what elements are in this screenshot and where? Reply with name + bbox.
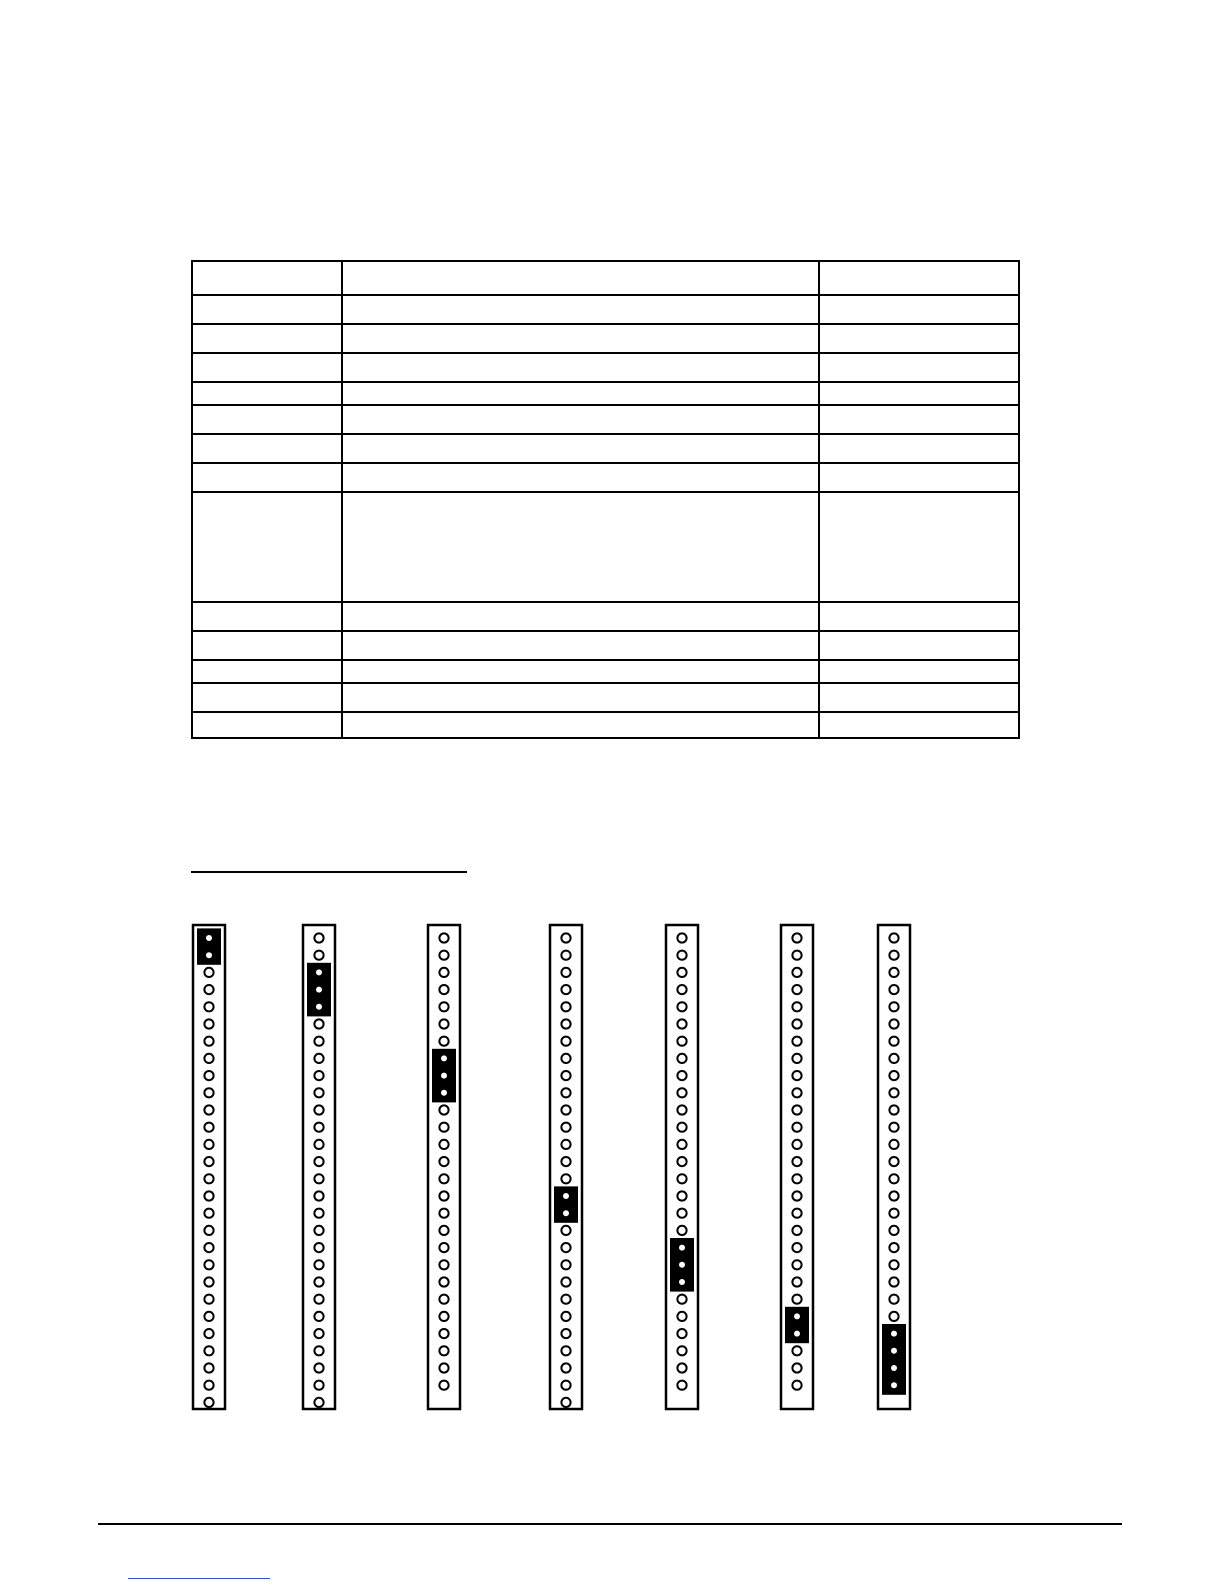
header-pin — [677, 1209, 686, 1218]
header-pin — [792, 1381, 801, 1390]
header-pin — [792, 933, 801, 942]
header-pin — [204, 1123, 213, 1132]
header-pin — [439, 1002, 448, 1011]
table-cell — [192, 295, 342, 324]
header-pin — [889, 1071, 898, 1080]
header-pin — [314, 1260, 323, 1269]
table-cell — [192, 382, 342, 405]
header-pin — [792, 1363, 801, 1372]
jumpered-pin — [316, 1004, 322, 1010]
header-pin — [204, 1226, 213, 1235]
table-row — [192, 382, 1019, 405]
table-cell — [342, 382, 819, 405]
jumper-strip-3 — [428, 925, 460, 1409]
table-cell — [819, 602, 1019, 631]
table-cell — [192, 353, 342, 382]
jumpered-pin — [679, 1279, 685, 1285]
table-cell — [819, 492, 1019, 602]
header-pin — [314, 1174, 323, 1183]
jumpered-pin — [679, 1245, 685, 1251]
header-pin — [889, 1037, 898, 1046]
header-pin — [889, 1209, 898, 1218]
table-cell — [342, 602, 819, 631]
header-pin — [677, 951, 686, 960]
jumpered-pin — [441, 1055, 447, 1061]
header-pin — [792, 1140, 801, 1149]
table-row — [192, 712, 1019, 738]
header-cell — [342, 261, 819, 295]
header-pin — [792, 1071, 801, 1080]
header-pin — [314, 1295, 323, 1304]
header-pin — [561, 1140, 570, 1149]
header-pin — [439, 1209, 448, 1218]
header-pin — [204, 1002, 213, 1011]
header-pin — [561, 1037, 570, 1046]
header-pin — [677, 1088, 686, 1097]
header-pin — [677, 933, 686, 942]
jumper-strip-1 — [193, 925, 225, 1409]
header-pin — [204, 985, 213, 994]
header-pin — [314, 1381, 323, 1390]
footer-rule — [98, 1523, 1122, 1525]
header-pin — [792, 1174, 801, 1183]
table-cell — [192, 405, 342, 434]
header-pin — [561, 1019, 570, 1028]
header-pin — [889, 985, 898, 994]
header-pin — [889, 1140, 898, 1149]
header-pin — [439, 1037, 448, 1046]
jumpered-pin — [794, 1313, 800, 1319]
header-pin — [561, 968, 570, 977]
header-pin — [677, 1105, 686, 1114]
table-row — [192, 631, 1019, 660]
header-pin — [439, 1312, 448, 1321]
header-pin — [439, 1363, 448, 1372]
table-row — [192, 434, 1019, 463]
header-pin — [889, 1174, 898, 1183]
table-cell — [819, 324, 1019, 353]
header-pin — [889, 1226, 898, 1235]
header-pin — [561, 1054, 570, 1063]
header-pin — [792, 1037, 801, 1046]
header-pin — [561, 951, 570, 960]
footer-link-underline — [128, 1578, 270, 1579]
header-pin — [889, 1312, 898, 1321]
header-pin — [889, 1105, 898, 1114]
header-pin — [314, 1054, 323, 1063]
header-pin — [677, 1295, 686, 1304]
header-pin — [792, 1295, 801, 1304]
jumpered-pin — [316, 969, 322, 975]
header-pin — [439, 1226, 448, 1235]
header-pin — [889, 1157, 898, 1166]
table-cell — [192, 492, 342, 602]
header-pin — [677, 1037, 686, 1046]
header-pin — [204, 1209, 213, 1218]
header-pin — [204, 1174, 213, 1183]
header-pin — [439, 1019, 448, 1028]
header-pin — [439, 1123, 448, 1132]
jumper-settings-diagram — [0, 900, 1225, 1420]
header-pin — [677, 1071, 686, 1080]
header-pin — [204, 1295, 213, 1304]
header-pin — [204, 1381, 213, 1390]
table-cell — [342, 463, 819, 492]
table-cell — [342, 712, 819, 738]
header-pin — [561, 1260, 570, 1269]
header-pin — [314, 1037, 323, 1046]
header-pin — [677, 1381, 686, 1390]
header-pin — [204, 1277, 213, 1286]
header-pin — [561, 985, 570, 994]
header-pin — [314, 1277, 323, 1286]
header-pin — [314, 1226, 323, 1235]
table-cell — [819, 405, 1019, 434]
header-pin — [204, 1105, 213, 1114]
header-pin — [204, 1398, 213, 1407]
header-pin — [204, 1191, 213, 1200]
table-cell — [342, 631, 819, 660]
table-cell — [342, 295, 819, 324]
jumpered-pin — [891, 1331, 897, 1337]
header-pin — [204, 1363, 213, 1372]
jumper-cap — [197, 928, 221, 964]
header-pin — [677, 1019, 686, 1028]
table-cell — [342, 683, 819, 712]
header-pin — [314, 1346, 323, 1355]
header-pin — [314, 1105, 323, 1114]
header-pin — [792, 1226, 801, 1235]
header-pin — [314, 1209, 323, 1218]
header-pin — [792, 985, 801, 994]
table-cell — [192, 683, 342, 712]
header-pin — [889, 1054, 898, 1063]
header-pin — [677, 1346, 686, 1355]
header-pin — [314, 1088, 323, 1097]
header-pin — [561, 933, 570, 942]
jumper-strip-2 — [303, 925, 335, 1409]
header-pin — [792, 1209, 801, 1218]
table-cell — [342, 324, 819, 353]
header-pin — [561, 1071, 570, 1080]
header-pin — [314, 1071, 323, 1080]
header-pin — [204, 1140, 213, 1149]
table-cell — [819, 660, 1019, 683]
header-pin — [792, 1002, 801, 1011]
header-pin — [889, 1088, 898, 1097]
jumper-strip-4 — [550, 925, 582, 1409]
jumpered-pin — [441, 1090, 447, 1096]
header-pin — [314, 1243, 323, 1252]
table-row — [192, 324, 1019, 353]
header-pin — [314, 951, 323, 960]
header-pin — [677, 1002, 686, 1011]
header-pin — [889, 1191, 898, 1200]
header-pin — [314, 933, 323, 942]
table-cell — [819, 631, 1019, 660]
header-pin — [889, 1123, 898, 1132]
header-pin — [561, 1105, 570, 1114]
jumpered-pin — [563, 1193, 569, 1199]
header-pin — [889, 1243, 898, 1252]
table-row — [192, 660, 1019, 683]
header-pin — [439, 933, 448, 942]
header-pin — [792, 1346, 801, 1355]
header-pin — [561, 1295, 570, 1304]
table-row — [192, 683, 1019, 712]
header-pin — [204, 1243, 213, 1252]
table-row — [192, 353, 1019, 382]
table-cell — [819, 295, 1019, 324]
header-pin — [677, 1054, 686, 1063]
table-row — [192, 492, 1019, 602]
header-pin — [561, 1002, 570, 1011]
header-pin — [677, 1157, 686, 1166]
header-pin — [204, 1329, 213, 1338]
header-pin — [561, 1088, 570, 1097]
header-pin — [792, 951, 801, 960]
header-pin — [792, 1054, 801, 1063]
jumper-strip-5 — [666, 925, 698, 1409]
table-row — [192, 405, 1019, 434]
header-pin — [204, 1157, 213, 1166]
header-pin — [439, 968, 448, 977]
table-cell — [342, 434, 819, 463]
header-pin — [889, 968, 898, 977]
header-pin — [439, 951, 448, 960]
jumper-strip-6 — [781, 925, 813, 1409]
header-pin — [314, 1123, 323, 1132]
header-pin — [439, 1295, 448, 1304]
header-pin — [889, 1002, 898, 1011]
header-pin — [439, 985, 448, 994]
table-cell — [192, 463, 342, 492]
header-pin — [792, 1157, 801, 1166]
header-pin — [561, 1346, 570, 1355]
header-pin — [439, 1157, 448, 1166]
header-pin — [204, 1260, 213, 1269]
header-pin — [439, 1174, 448, 1183]
header-pin — [792, 968, 801, 977]
header-pin — [677, 1312, 686, 1321]
jumpered-pin — [316, 987, 322, 993]
header-pin — [314, 1329, 323, 1338]
header-pin — [792, 1019, 801, 1028]
header-pin — [561, 1398, 570, 1407]
table-cell — [819, 382, 1019, 405]
header-pin — [561, 1174, 570, 1183]
header-pin — [677, 1329, 686, 1338]
header-pin — [792, 1243, 801, 1252]
table-cell — [342, 660, 819, 683]
header-pin — [439, 1346, 448, 1355]
header-pin — [204, 1019, 213, 1028]
header-pin — [889, 1277, 898, 1286]
header-pin — [204, 1346, 213, 1355]
header-pin — [204, 1071, 213, 1080]
jumpered-pin — [206, 952, 212, 958]
table-cell — [819, 712, 1019, 738]
header-pin — [677, 985, 686, 994]
table-header-row — [192, 261, 1019, 295]
jumper-strip-7 — [878, 925, 910, 1409]
header-pin — [677, 1191, 686, 1200]
header-pin — [204, 1312, 213, 1321]
jumpered-pin — [891, 1348, 897, 1354]
header-pin — [439, 1329, 448, 1338]
section-heading-underline — [191, 871, 467, 873]
table-cell — [192, 660, 342, 683]
header-pin — [439, 1243, 448, 1252]
header-pin — [439, 1277, 448, 1286]
header-pin — [889, 1260, 898, 1269]
header-pin — [677, 968, 686, 977]
header-pin — [889, 933, 898, 942]
table-cell — [192, 434, 342, 463]
header-pin — [792, 1088, 801, 1097]
header-pin — [439, 1260, 448, 1269]
jumpered-pin — [794, 1331, 800, 1337]
header-pin — [314, 1140, 323, 1149]
table-cell — [192, 324, 342, 353]
spec-table — [191, 260, 1020, 739]
header-pin — [889, 1295, 898, 1304]
header-pin — [204, 1037, 213, 1046]
header-pin — [561, 1277, 570, 1286]
header-pin — [677, 1140, 686, 1149]
table-cell — [819, 353, 1019, 382]
header-pin — [561, 1123, 570, 1132]
header-pin — [889, 1019, 898, 1028]
header-pin — [561, 1312, 570, 1321]
jumpered-pin — [206, 935, 212, 941]
header-pin — [314, 1191, 323, 1200]
table-row — [192, 463, 1019, 492]
header-pin — [889, 951, 898, 960]
header-cell — [819, 261, 1019, 295]
table-row — [192, 295, 1019, 324]
header-pin — [439, 1381, 448, 1390]
header-pin — [561, 1243, 570, 1252]
header-pin — [439, 1140, 448, 1149]
header-pin — [314, 1312, 323, 1321]
jumpered-pin — [891, 1365, 897, 1371]
header-pin — [561, 1157, 570, 1166]
header-pin — [314, 1363, 323, 1372]
table-cell — [819, 683, 1019, 712]
table-cell — [192, 602, 342, 631]
jumpered-pin — [891, 1382, 897, 1388]
header-pin — [439, 1105, 448, 1114]
header-pin — [792, 1105, 801, 1114]
header-pin — [314, 1157, 323, 1166]
header-pin — [792, 1123, 801, 1132]
jumper-cap — [554, 1186, 578, 1222]
header-pin — [561, 1329, 570, 1338]
header-pin — [204, 1088, 213, 1097]
table-cell — [342, 492, 819, 602]
header-pin — [561, 1381, 570, 1390]
header-pin — [677, 1174, 686, 1183]
jumpered-pin — [563, 1210, 569, 1216]
table-row — [192, 602, 1019, 631]
jumpered-pin — [679, 1262, 685, 1268]
header-pin — [561, 1226, 570, 1235]
table-cell — [819, 434, 1019, 463]
header-pin — [792, 1260, 801, 1269]
table-cell — [192, 712, 342, 738]
table-cell — [192, 631, 342, 660]
header-pin — [677, 1226, 686, 1235]
header-cell — [192, 261, 342, 295]
header-pin — [792, 1277, 801, 1286]
header-pin — [204, 1054, 213, 1063]
header-pin — [204, 968, 213, 977]
table-cell — [342, 353, 819, 382]
header-pin — [677, 1123, 686, 1132]
table-cell — [342, 405, 819, 434]
header-pin — [677, 1363, 686, 1372]
header-pin — [561, 1363, 570, 1372]
header-pin — [314, 1398, 323, 1407]
header-pin — [314, 1019, 323, 1028]
header-pin — [792, 1191, 801, 1200]
jumper-cap — [785, 1307, 809, 1343]
table-cell — [819, 463, 1019, 492]
header-pin — [439, 1191, 448, 1200]
jumpered-pin — [441, 1073, 447, 1079]
